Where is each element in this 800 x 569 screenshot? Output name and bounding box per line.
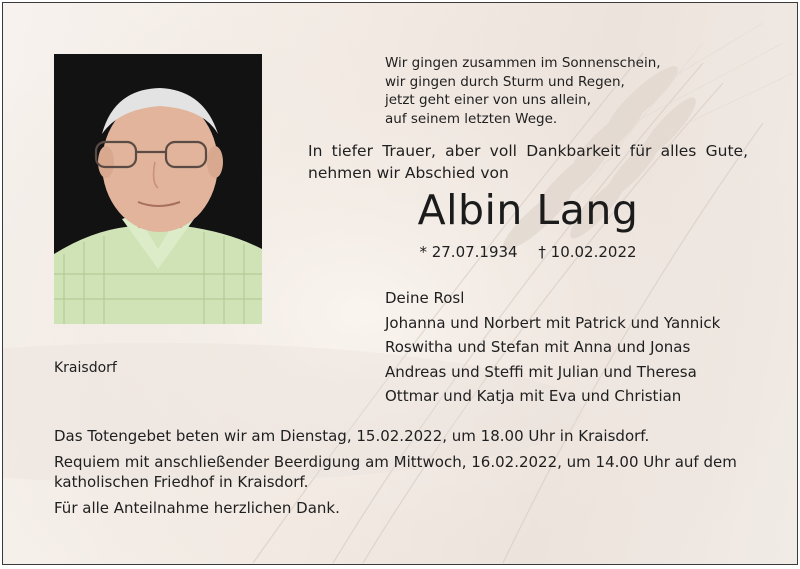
mourner-line: Andreas und Steffi mit Julian und Theresa <box>385 362 697 381</box>
obituary-notice <box>2 2 798 565</box>
mourners-list <box>385 286 720 409</box>
birth-date: * 27.07.1934 <box>419 243 518 261</box>
mourner-line: Roswitha und Stefan mit Anna und Jonas <box>385 338 691 356</box>
poem-line: Wir gingen zusammen im Sonnenschein, <box>385 55 661 71</box>
death-date: † 10.02.2022 <box>538 243 637 261</box>
deceased-name: Albin Lang <box>417 186 639 234</box>
place-name: Kraisdorf <box>54 360 117 376</box>
poem <box>385 54 661 128</box>
mourner-line: Deine Rosl <box>385 289 465 307</box>
poem-line: wir gingen durch Sturm und Regen, <box>385 73 625 90</box>
mourner-line: Johanna und Norbert mit Patrick und Yannick <box>385 313 721 332</box>
intro-text <box>308 140 748 184</box>
mourner-line: Ottmar und Katja mit Eva und Christian <box>385 387 682 405</box>
portrait-photo <box>54 54 262 324</box>
intro-line: In tiefer Trauer, aber voll Dankbarkeit für alles Gute, <box>308 142 748 160</box>
life-dates <box>308 243 748 261</box>
thanks-note: Für alle Anteilnahme herzlichen Dank. <box>54 499 340 517</box>
poem-line: jetzt geht einer von uns allein, <box>385 92 592 108</box>
requiem-info: Requiem mit anschließender Beerdigung am Mittwoch, 16.02.2022, um 14.00 Uhr auf dem katholischen Friedhof in Kraisdorf. <box>54 453 737 491</box>
service-info <box>54 426 754 524</box>
prayer-info: Das Totengebet beten wir am Dienstag, 15.02.2022, um 18.00 Uhr in Kraisdorf. <box>54 427 650 445</box>
poem-line: auf seinem letzten Wege. <box>385 110 558 127</box>
intro-line: nehmen wir Abschied von <box>308 164 509 182</box>
